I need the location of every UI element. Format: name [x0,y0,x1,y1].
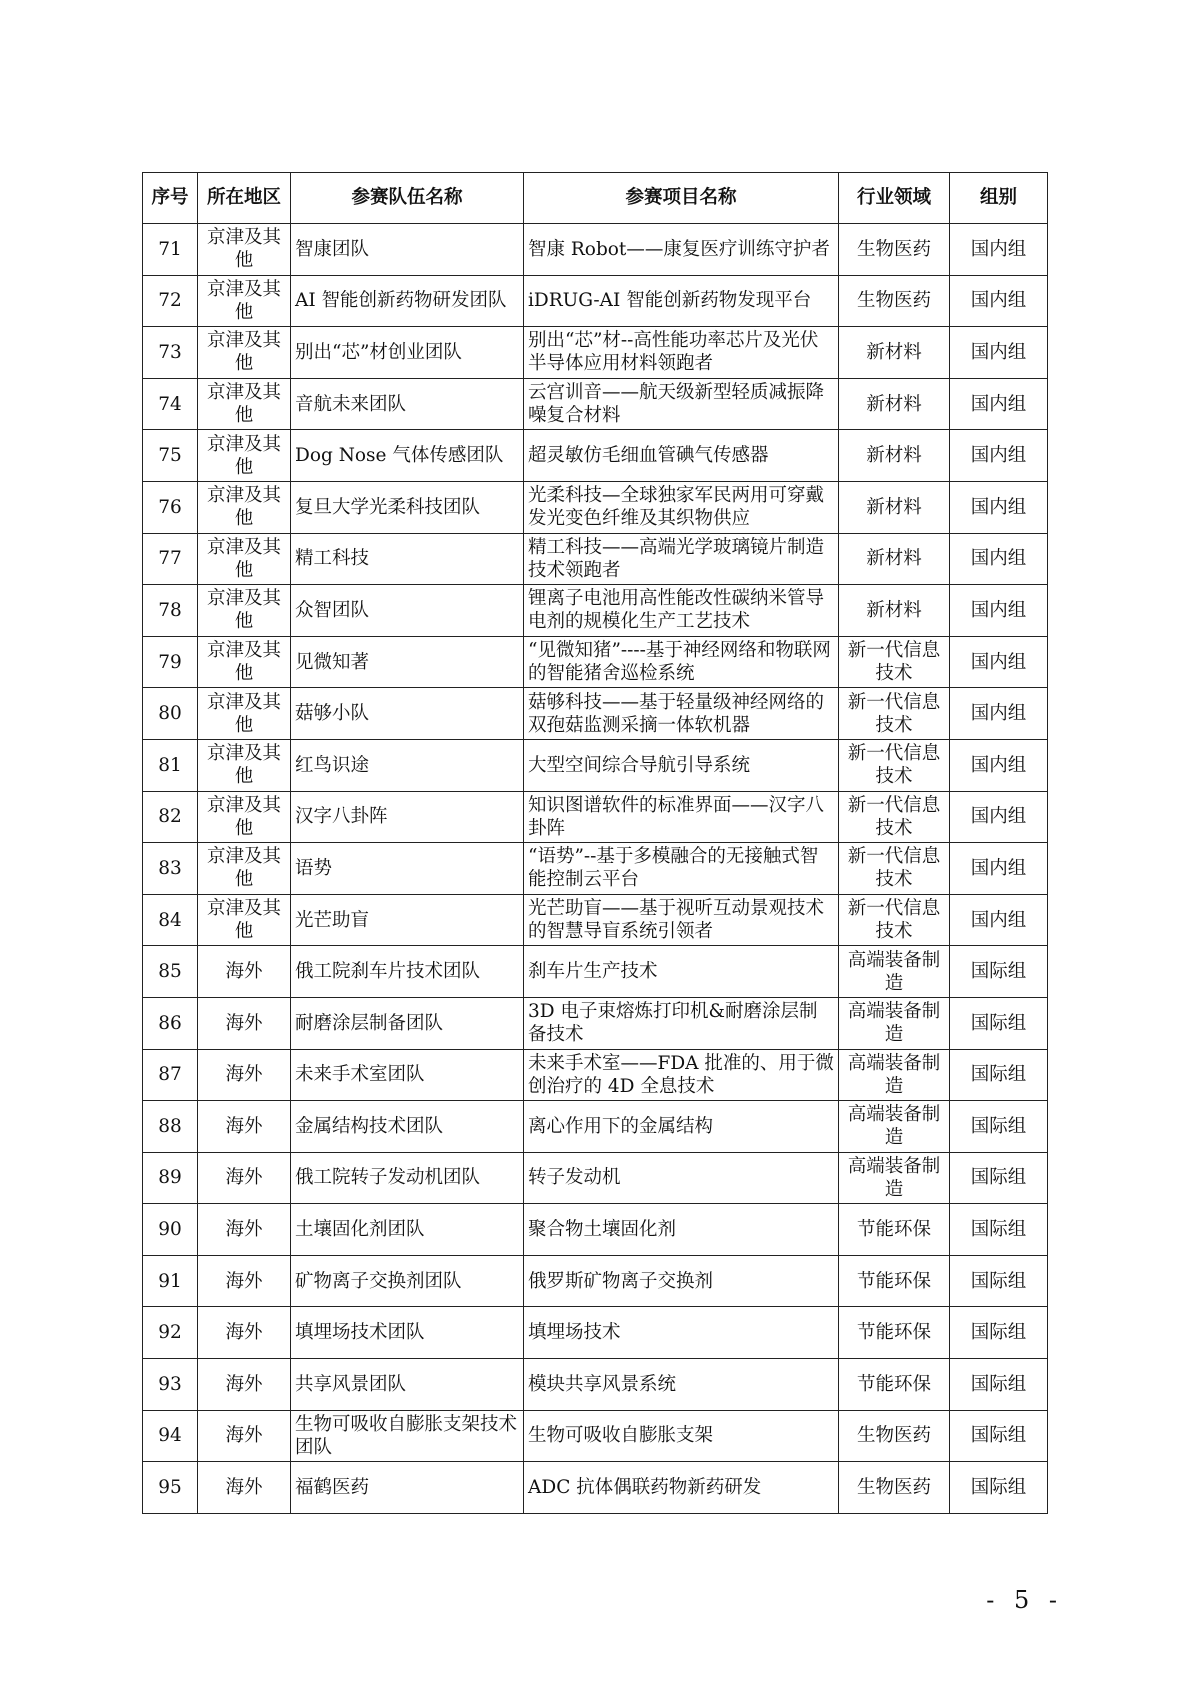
cell-team: 俄工院刹车片技术团队 [291,946,524,998]
cell-industry: 高端装备制造 [839,1152,950,1204]
cell-project: ADC 抗体偶联药物新药研发 [524,1462,839,1514]
cell-team: 精工科技 [291,533,524,585]
table-body [143,224,1048,1514]
cell-region: 京津及其他 [198,636,291,688]
cell-project: “见微知猪”----基于神经网络和物联网的智能猪舍巡检系统 [524,636,839,688]
cell-team: 矿物离子交换剂团队 [291,1255,524,1307]
cell-number: 86 [143,997,198,1049]
cell-industry: 新材料 [839,378,950,430]
cell-region: 海外 [198,1410,291,1462]
cell-number: 78 [143,585,198,637]
cell-project: 大型空间综合导航引导系统 [524,739,839,791]
cell-region: 京津及其他 [198,739,291,791]
cell-team: 红鸟识途 [291,739,524,791]
cell-region: 海外 [198,1307,291,1359]
cell-number: 71 [143,224,198,276]
cell-industry: 高端装备制造 [839,997,950,1049]
table-header-row [143,173,1048,224]
cell-project: 3D 电子束熔炼打印机&耐磨涂层制备技术 [524,997,839,1049]
cell-team: 金属结构技术团队 [291,1101,524,1153]
cell-team: 土壤固化剂团队 [291,1204,524,1256]
cell-project: iDRUG-AI 智能创新药物发现平台 [524,275,839,327]
cell-industry: 新材料 [839,481,950,533]
cell-region: 海外 [198,1101,291,1153]
table-row [143,1307,1048,1359]
cell-group: 国际组 [950,946,1048,998]
cell-industry: 节能环保 [839,1359,950,1411]
cell-region: 海外 [198,946,291,998]
table-row [143,843,1048,895]
cell-industry: 高端装备制造 [839,946,950,998]
cell-number: 79 [143,636,198,688]
cell-industry: 生物医药 [839,1410,950,1462]
table-row [143,1101,1048,1153]
table-row [143,1204,1048,1256]
cell-project: 填埋场技术 [524,1307,839,1359]
cell-team: 众智团队 [291,585,524,637]
table-row [143,585,1048,637]
header-project: 参赛项目名称 [524,173,839,224]
cell-project: 精工科技——高端光学玻璃镜片制造技术领跑者 [524,533,839,585]
cell-group: 国际组 [950,1462,1048,1514]
cell-number: 92 [143,1307,198,1359]
cell-number: 89 [143,1152,198,1204]
cell-number: 83 [143,843,198,895]
page-number: - 5 - [986,1586,1063,1614]
cell-project: 光芒助盲——基于视听互动景观技术的智慧导盲系统引领者 [524,894,839,946]
cell-region: 京津及其他 [198,275,291,327]
cell-team: 音航未来团队 [291,378,524,430]
table-row [143,739,1048,791]
cell-team: 生物可吸收自膨胀支架技术团队 [291,1410,524,1462]
header-group: 组别 [950,173,1048,224]
cell-team: 见微知著 [291,636,524,688]
cell-number: 85 [143,946,198,998]
cell-team: 填埋场技术团队 [291,1307,524,1359]
cell-number: 73 [143,327,198,379]
cell-industry: 新材料 [839,585,950,637]
cell-group: 国内组 [950,224,1048,276]
cell-number: 80 [143,688,198,740]
document-page [142,172,1047,1514]
table-row [143,1410,1048,1462]
cell-project: 俄罗斯矿物离子交换剂 [524,1255,839,1307]
cell-team: 福鹤医药 [291,1462,524,1514]
cell-group: 国内组 [950,275,1048,327]
cell-number: 91 [143,1255,198,1307]
cell-industry: 新一代信息技术 [839,894,950,946]
header-region: 所在地区 [198,173,291,224]
header-industry: 行业领域 [839,173,950,224]
header-number: 序号 [143,173,198,224]
cell-region: 海外 [198,1152,291,1204]
cell-number: 95 [143,1462,198,1514]
cell-project: 别出“芯”材--高性能功率芯片及光伏半导体应用材料领跑者 [524,327,839,379]
cell-project: 生物可吸收自膨胀支架 [524,1410,839,1462]
cell-group: 国际组 [950,1204,1048,1256]
cell-region: 海外 [198,1462,291,1514]
cell-project: 智康 Robot——康复医疗训练守护者 [524,224,839,276]
cell-project: 离心作用下的金属结构 [524,1101,839,1153]
cell-number: 88 [143,1101,198,1153]
table-row [143,1359,1048,1411]
cell-team: 语势 [291,843,524,895]
cell-industry: 新材料 [839,430,950,482]
cell-industry: 生物医药 [839,275,950,327]
cell-project: 模块共享风景系统 [524,1359,839,1411]
cell-group: 国际组 [950,1152,1048,1204]
cell-project: 知识图谱软件的标准界面——汉字八卦阵 [524,791,839,843]
cell-group: 国内组 [950,791,1048,843]
cell-number: 74 [143,378,198,430]
cell-number: 75 [143,430,198,482]
table-row [143,791,1048,843]
cell-number: 72 [143,275,198,327]
cell-project: 光柔科技—全球独家军民两用可穿戴发光变色纤维及其织物供应 [524,481,839,533]
cell-number: 82 [143,791,198,843]
cell-industry: 高端装备制造 [839,1101,950,1153]
cell-industry: 节能环保 [839,1307,950,1359]
cell-region: 海外 [198,1204,291,1256]
table-row [143,997,1048,1049]
cell-industry: 生物医药 [839,1462,950,1514]
cell-team: 智康团队 [291,224,524,276]
cell-team: 复旦大学光柔科技团队 [291,481,524,533]
cell-industry: 新材料 [839,533,950,585]
cell-group: 国内组 [950,739,1048,791]
cell-project: 转子发动机 [524,1152,839,1204]
cell-project: 刹车片生产技术 [524,946,839,998]
cell-team: 俄工院转子发动机团队 [291,1152,524,1204]
cell-project: 超灵敏仿毛细血管碘气传感器 [524,430,839,482]
cell-region: 京津及其他 [198,791,291,843]
cell-team: 菇够小队 [291,688,524,740]
cell-number: 93 [143,1359,198,1411]
cell-group: 国内组 [950,688,1048,740]
cell-project: 云宫训音——航天级新型轻质减振降噪复合材料 [524,378,839,430]
cell-team: 未来手术室团队 [291,1049,524,1101]
cell-project: “语势”--基于多模融合的无接触式智能控制云平台 [524,843,839,895]
cell-group: 国际组 [950,1049,1048,1101]
cell-group: 国内组 [950,430,1048,482]
cell-team: 共享风景团队 [291,1359,524,1411]
competition-teams-table [142,172,1048,1514]
cell-team: AI 智能创新药物研发团队 [291,275,524,327]
cell-industry: 新一代信息技术 [839,739,950,791]
cell-region: 海外 [198,1049,291,1101]
cell-region: 海外 [198,1359,291,1411]
cell-region: 京津及其他 [198,533,291,585]
cell-group: 国际组 [950,1410,1048,1462]
cell-region: 京津及其他 [198,378,291,430]
cell-group: 国内组 [950,533,1048,585]
table-row [143,1152,1048,1204]
cell-region: 海外 [198,997,291,1049]
cell-industry: 生物医药 [839,224,950,276]
cell-industry: 新材料 [839,327,950,379]
table-row [143,636,1048,688]
cell-industry: 新一代信息技术 [839,636,950,688]
table-row [143,1462,1048,1514]
cell-project: 菇够科技——基于轻量级神经网络的双孢菇监测采摘一体软机器 [524,688,839,740]
cell-number: 90 [143,1204,198,1256]
table-row [143,946,1048,998]
cell-group: 国际组 [950,1359,1048,1411]
cell-group: 国内组 [950,894,1048,946]
cell-group: 国内组 [950,843,1048,895]
table-row [143,481,1048,533]
cell-group: 国际组 [950,1307,1048,1359]
table-row [143,327,1048,379]
cell-group: 国际组 [950,997,1048,1049]
table-row [143,1049,1048,1101]
cell-number: 94 [143,1410,198,1462]
cell-number: 76 [143,481,198,533]
cell-project: 锂离子电池用高性能改性碳纳米管导电剂的规模化生产工艺技术 [524,585,839,637]
header-team: 参赛队伍名称 [291,173,524,224]
cell-team: 汉字八卦阵 [291,791,524,843]
cell-group: 国内组 [950,585,1048,637]
cell-team: 耐磨涂层制备团队 [291,997,524,1049]
cell-region: 京津及其他 [198,585,291,637]
table-row [143,894,1048,946]
table-row [143,378,1048,430]
cell-number: 84 [143,894,198,946]
cell-group: 国内组 [950,378,1048,430]
cell-project: 未来手术室——FDA 批准的、用于微创治疗的 4D 全息技术 [524,1049,839,1101]
cell-number: 87 [143,1049,198,1101]
cell-region: 京津及其他 [198,327,291,379]
cell-industry: 新一代信息技术 [839,688,950,740]
cell-region: 京津及其他 [198,224,291,276]
cell-project: 聚合物土壤固化剂 [524,1204,839,1256]
cell-industry: 高端装备制造 [839,1049,950,1101]
table-row [143,275,1048,327]
cell-group: 国内组 [950,481,1048,533]
cell-group: 国内组 [950,636,1048,688]
table-row [143,1255,1048,1307]
cell-group: 国际组 [950,1101,1048,1153]
cell-region: 海外 [198,1255,291,1307]
cell-region: 京津及其他 [198,481,291,533]
table-row [143,430,1048,482]
cell-number: 77 [143,533,198,585]
cell-region: 京津及其他 [198,688,291,740]
cell-region: 京津及其他 [198,430,291,482]
cell-team: 光芒助盲 [291,894,524,946]
cell-region: 京津及其他 [198,843,291,895]
table-row [143,533,1048,585]
table-row [143,688,1048,740]
cell-team: Dog Nose 气体传感团队 [291,430,524,482]
cell-industry: 节能环保 [839,1255,950,1307]
cell-team: 别出“芯”材创业团队 [291,327,524,379]
cell-industry: 新一代信息技术 [839,843,950,895]
cell-group: 国际组 [950,1255,1048,1307]
cell-number: 81 [143,739,198,791]
table-row [143,224,1048,276]
cell-industry: 节能环保 [839,1204,950,1256]
cell-industry: 新一代信息技术 [839,791,950,843]
cell-group: 国内组 [950,327,1048,379]
cell-region: 京津及其他 [198,894,291,946]
